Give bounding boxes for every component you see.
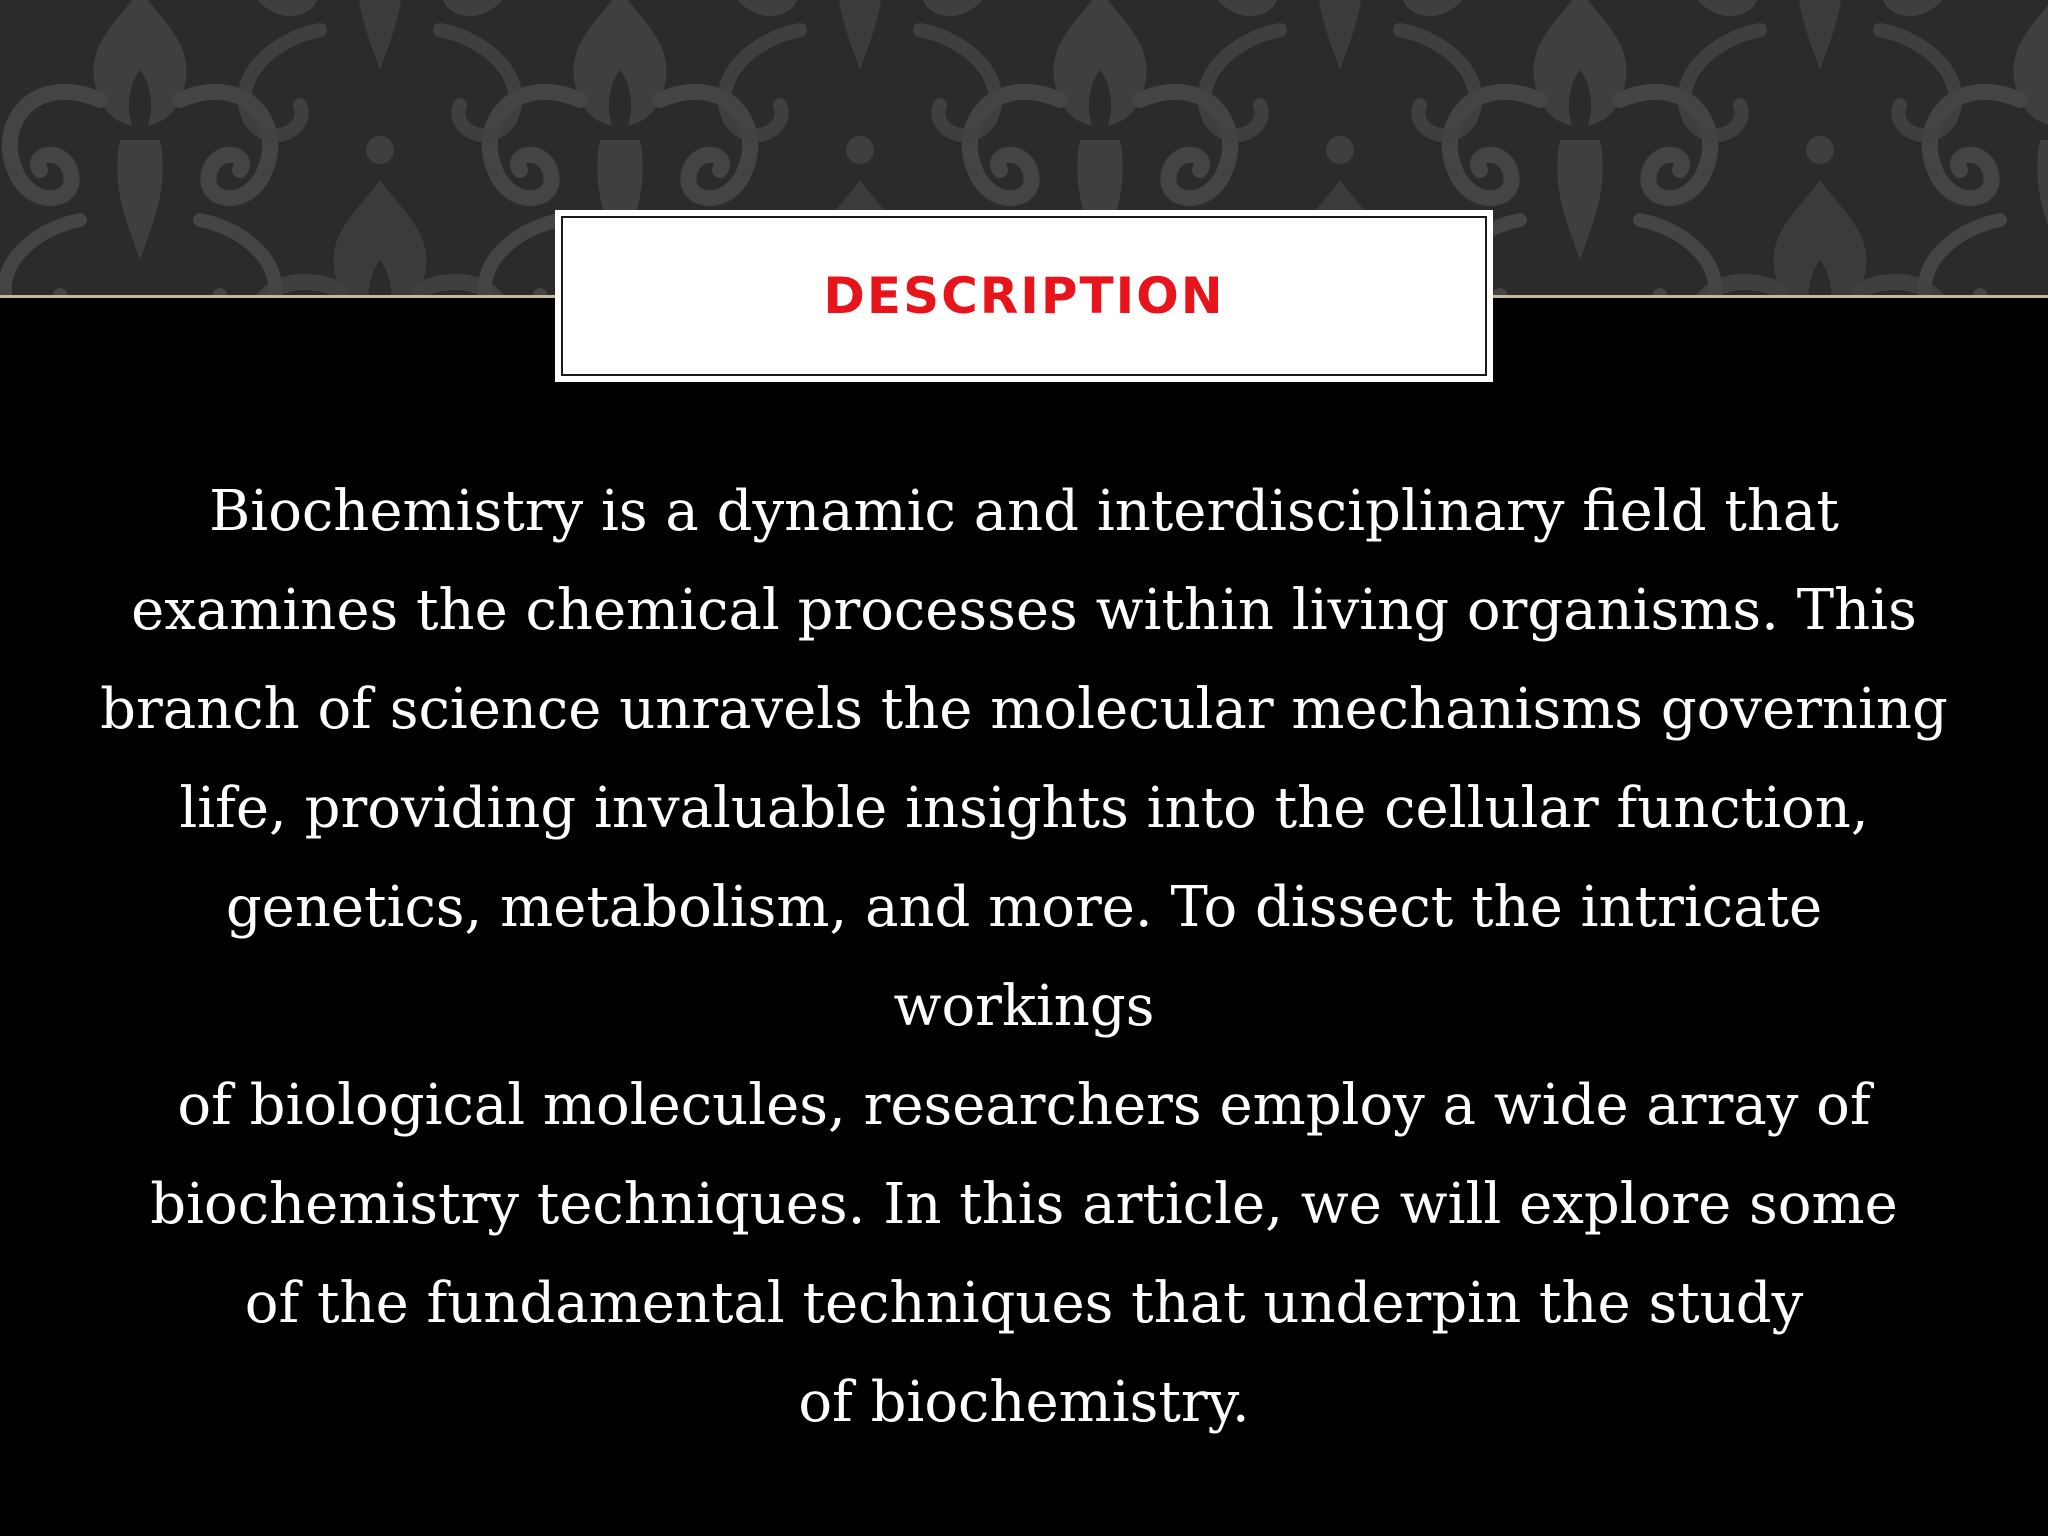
description-line: biochemistry techniques. In this article, we will explore some	[150, 1172, 1898, 1237]
description-line: life, providing invaluable insights into the cellular function,	[179, 776, 1869, 841]
description-line: examines the chemical processes within living organisms. This	[131, 578, 1917, 643]
description-line: Biochemistry is a dynamic and interdisciplinary field that	[209, 479, 1839, 544]
description-line: branch of science unravels the molecular mechanisms governing	[100, 677, 1948, 742]
slide-title: DESCRIPTION	[823, 267, 1225, 325]
description-line: genetics, metabolism, and more. To dissect the intricate workings	[225, 875, 1823, 1039]
description-line: of biological molecules, researchers employ a wide array of	[177, 1073, 1871, 1138]
description-line: of the fundamental techniques that underpin the study	[244, 1271, 1804, 1336]
description-line: of biochemistry.	[798, 1370, 1250, 1435]
description-paragraph	[100, 462, 1948, 1452]
title-box	[555, 210, 1493, 382]
